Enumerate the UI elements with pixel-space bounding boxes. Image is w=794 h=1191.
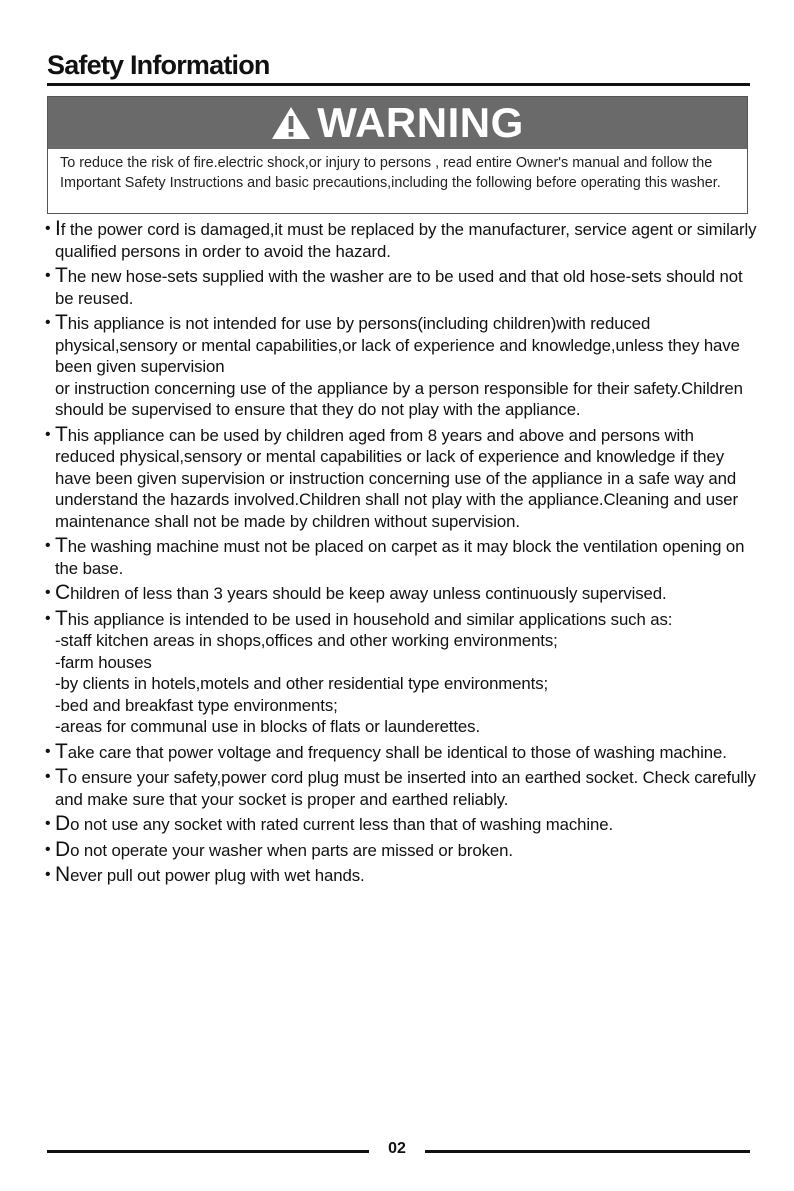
safety-item <box>47 312 757 421</box>
safety-item-text <box>55 424 757 533</box>
safety-item <box>47 608 757 738</box>
safety-item <box>47 218 757 262</box>
safety-item <box>47 813 757 836</box>
safety-item <box>47 535 757 579</box>
initial-letter: C <box>55 581 71 604</box>
initial-letter: T <box>55 264 68 287</box>
initial-letter: I <box>55 217 61 240</box>
initial-letter: T <box>55 739 68 763</box>
safety-item-text <box>55 741 757 764</box>
line-text: -staff kitchen areas in shops,offices and other working environments; <box>55 631 558 650</box>
line-text: -farm houses <box>55 652 152 672</box>
line-text: o not operate your washer when parts are missed or broken. <box>70 840 513 860</box>
safety-item <box>47 864 757 887</box>
warning-text: To reduce the risk of fire.electric shock,or injury to persons , read entire Owner's manual and follow the Important Safety Instructions and basic precautions,including the following before operating this washer. <box>60 155 721 191</box>
line-text: he new hose-sets supplied with the washer are to be used and that old hose-sets should not be reused. <box>55 267 743 308</box>
page-title: Safety Information <box>47 50 270 80</box>
safety-item-text <box>55 813 757 836</box>
warning-triangle-icon <box>271 105 311 141</box>
initial-letter: D <box>55 812 71 835</box>
line-text: o not use any socket with rated current less than that of washing machine. <box>70 815 614 834</box>
safety-item <box>47 839 757 862</box>
initial-letter: T <box>55 534 68 557</box>
safety-item-text <box>55 716 757 738</box>
safety-item-text <box>55 695 757 717</box>
safety-item-text <box>55 839 757 862</box>
safety-item-text <box>55 535 757 579</box>
page-footer <box>0 1140 794 1162</box>
line-text: -bed and breakfast type environments; <box>55 695 338 715</box>
warning-box <box>47 96 748 214</box>
line-text: or instruction concerning use of the appliance by a person responsible for their safety.Children should be supervised to ensure that they do not play with the appliance. <box>55 378 743 419</box>
warning-heading: WARNING <box>317 99 524 146</box>
line-text: -areas for communal use in blocks of flats or launderettes. <box>55 717 481 736</box>
safety-item-text <box>55 652 757 674</box>
safety-item <box>47 766 757 810</box>
initial-letter: T <box>55 311 68 334</box>
safety-item-text <box>55 265 757 309</box>
line-text: -by clients in hotels,motels and other residential type environments; <box>55 674 549 693</box>
safety-item-text <box>55 608 757 631</box>
safety-item-text <box>55 864 757 887</box>
safety-item-text <box>55 582 757 605</box>
safety-item-text <box>55 630 757 652</box>
safety-item <box>47 265 757 309</box>
safety-list <box>47 218 757 890</box>
initial-letter: T <box>55 606 68 630</box>
line-text: his appliance can be used by children aged from 8 years and above and persons with reduced physical,sensory or mental capabilities or lack of experience and knowledge if they have been given supervision or instruction concerning use of the appliance in a safe way and understand the hazards involved.Children shall not play with the appliance.Cleaning and user maintenance shall not be made by children without supervision. <box>55 425 739 531</box>
safety-item <box>47 741 757 764</box>
line-text: he washing machine must not be placed on carpet as it may block the ventilation opening on the base. <box>55 537 745 578</box>
safety-item-text <box>55 378 757 421</box>
initial-letter: T <box>55 765 68 788</box>
line-text: ake care that power voltage and frequency shall be identical to those of washing machine. <box>67 742 727 762</box>
safety-item-text <box>55 673 757 695</box>
title-divider <box>47 83 750 86</box>
line-text: his appliance is not intended for use by persons(including children)with reduced physical,sensory or mental capabilities,or lack of experience and knowledge,unless they have been given supervision <box>55 314 740 376</box>
safety-item <box>47 582 757 605</box>
initial-letter: N <box>55 863 71 886</box>
line-text: his appliance is intended to be used in household and similar applications such as: <box>67 609 673 629</box>
line-text: o ensure your safety,power cord plug must be inserted into an earthed socket. Check carefully and make sure that your socket is proper and earthed reliably. <box>55 768 756 809</box>
line-text: f the power cord is damaged,it must be replaced by the manufacturer, service agent or similarly qualified persons in order to avoid the hazard. <box>55 220 757 261</box>
safety-item <box>47 424 757 533</box>
safety-item-text <box>55 218 757 262</box>
warning-banner <box>48 97 747 149</box>
initial-letter: T <box>55 422 68 446</box>
page-number: 02 <box>388 1140 406 1157</box>
line-text: ever pull out power plug with wet hands. <box>70 866 365 885</box>
initial-letter: D <box>55 837 71 861</box>
line-text: hildren of less than 3 years should be keep away unless continuously supervised. <box>70 584 667 603</box>
safety-item-text <box>55 312 757 378</box>
safety-item-text <box>55 766 757 810</box>
